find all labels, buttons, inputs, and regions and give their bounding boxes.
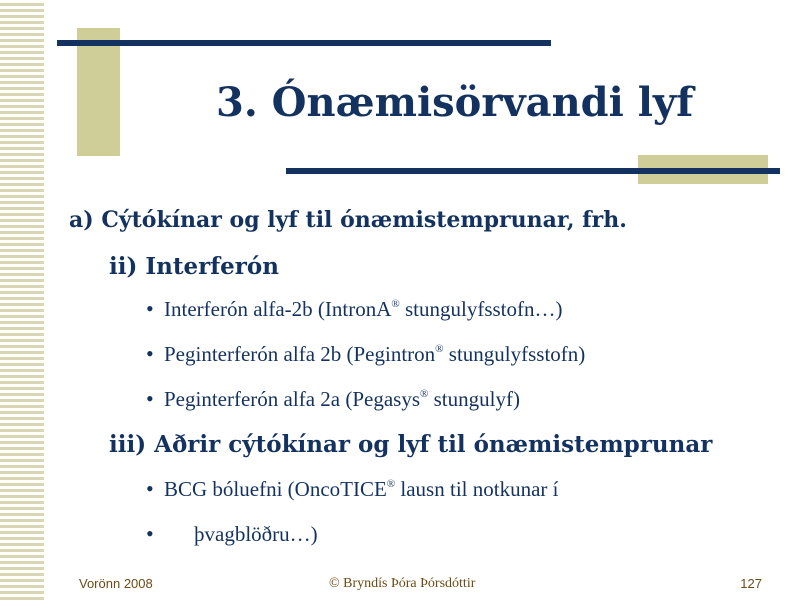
bullet-text: þvagblöðru…) [194,522,318,546]
bullet-item [146,385,520,413]
bullet-item [146,295,563,323]
bullet-item [146,340,585,368]
registered-mark: ® [386,478,396,490]
footer-page-number: 127 [740,576,762,591]
bullet-text-continued: stungulyf) [428,387,520,411]
decorative-navy-line-top [57,40,551,46]
bullet-dot: • [146,386,154,411]
registered-mark: ® [435,343,444,355]
footer-author: © Bryndís Þóra Þórsdóttir [329,576,476,591]
section-heading-a: a) Cýtókínar og lyf til ónæmistemprunar, frh. [69,207,627,233]
bullet-item [146,520,318,548]
decorative-tan-block-top [77,28,120,156]
bullet-text-continued: stungulyfsstofn) [443,342,586,366]
decorative-navy-line-bottom [286,168,780,174]
registered-mark: ® [420,388,429,400]
bullet-text-continued: stungulyfsstofn…) [399,297,563,321]
bullet-dot: • [146,341,154,366]
subheading-interferon: ii) Interferón [109,253,279,280]
bullet-text: Peginterferón alfa 2b (Pegintron [164,342,436,366]
bullet-dot: • [146,476,154,501]
bullet-dot: • [146,296,154,321]
bullet-text-continued: lausn til notkunar í [395,477,559,501]
striped-margin [0,0,44,600]
bullet-dot: • [146,521,154,546]
bullet-text: BCG bóluefni (OncoTICE [164,477,387,501]
bullet-text: Peginterferón alfa 2a (Pegasys [164,387,420,411]
slide-title: 3. Ónæmisörvandi lyf [216,79,694,126]
registered-mark: ® [391,298,400,310]
footer-term: Vorönn 2008 [79,576,153,591]
subheading-other-cytokines: iii) Aðrir cýtókínar og lyf til ónæmistemprunar [109,431,713,458]
bullet-item [146,475,558,503]
bullet-text: Interferón alfa-2b (IntronA [164,297,392,321]
